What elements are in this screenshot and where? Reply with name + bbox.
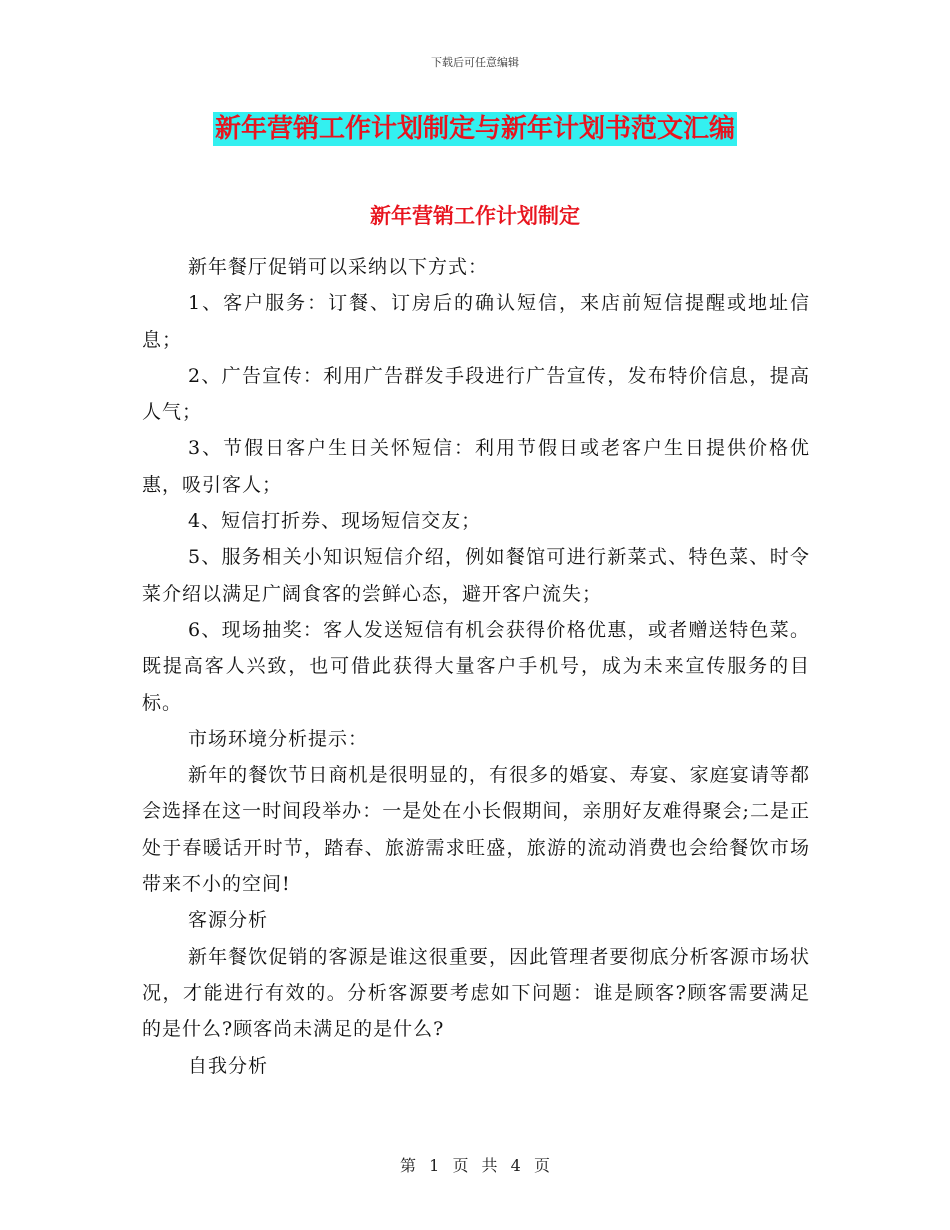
footer-page-word: 页	[452, 1156, 469, 1175]
paragraph: 新年餐厅促销可以采纳以下方式：	[188, 256, 489, 278]
footer-total-prefix: 共	[481, 1156, 498, 1175]
paragraph: 客源分析	[188, 909, 269, 932]
paragraph: 新年餐饮促销的客源是谁这很重要，因此管理者要彻底分析客源市场状况，才能进行有效的。分析客源要考虑如下问题：谁是顾客?顾客需要满足的是什么?顾客尚未满足的是什么?	[142, 945, 810, 1041]
paragraph: 市场环境分析提示：	[188, 727, 369, 750]
document-title-text: 新年营销工作计划制定与新年计划书范文汇编	[214, 114, 735, 144]
paragraph: 1、客户服务：订餐、订房后的确认短信，来店前短信提醒或地址信息；	[142, 292, 810, 351]
footer-page-prefix: 第	[400, 1156, 417, 1175]
paragraph: 6、现场抽奖：客人发送短信有机会获得价格优惠，或者赠送特色菜。既提高客人兴致，也可借此获得大量客户手机号，成为未来宣传服务的目标。	[142, 618, 810, 714]
paragraph: 3、节假日客户生日关怀短信：利用节假日或老客户生日提供价格优惠，吸引客人；	[142, 437, 810, 496]
document-title	[0, 112, 950, 146]
body-text	[142, 249, 810, 1084]
paragraph: 自我分析	[188, 1054, 269, 1077]
header-note: 下载后可任意编辑	[431, 56, 519, 69]
paragraph: 4、短信打折券、现场短信交友；	[188, 510, 482, 533]
paragraph: 新年的餐饮节日商机是很明显的，有很多的婚宴、寿宴、家庭宴请等都会选择在这一时间段举办：一是处在小长假期间，亲朋好友难得聚会;二是正处于春暖话开时节，踏春、旅游需求旺盛，旅游的流动消费也会给餐饮市场带来不小的空间!	[142, 764, 810, 896]
footer-total-pages: 4	[510, 1156, 521, 1175]
footer-total-word: 页	[533, 1156, 550, 1175]
section-title: 新年营销工作计划制定	[370, 203, 580, 228]
paragraph: 2、广告宣传：利用广告群发手段进行广告宣传，发布特价信息，提高人气；	[142, 364, 810, 424]
page-footer	[0, 1153, 950, 1176]
footer-page-number: 1	[429, 1156, 440, 1175]
paragraph: 5、服务相关小知识短信介绍，例如餐馆可进行新菜式、特色菜、时令菜介绍以满足广阔食客的尝鲜心态，避开客户流失；	[142, 546, 810, 605]
